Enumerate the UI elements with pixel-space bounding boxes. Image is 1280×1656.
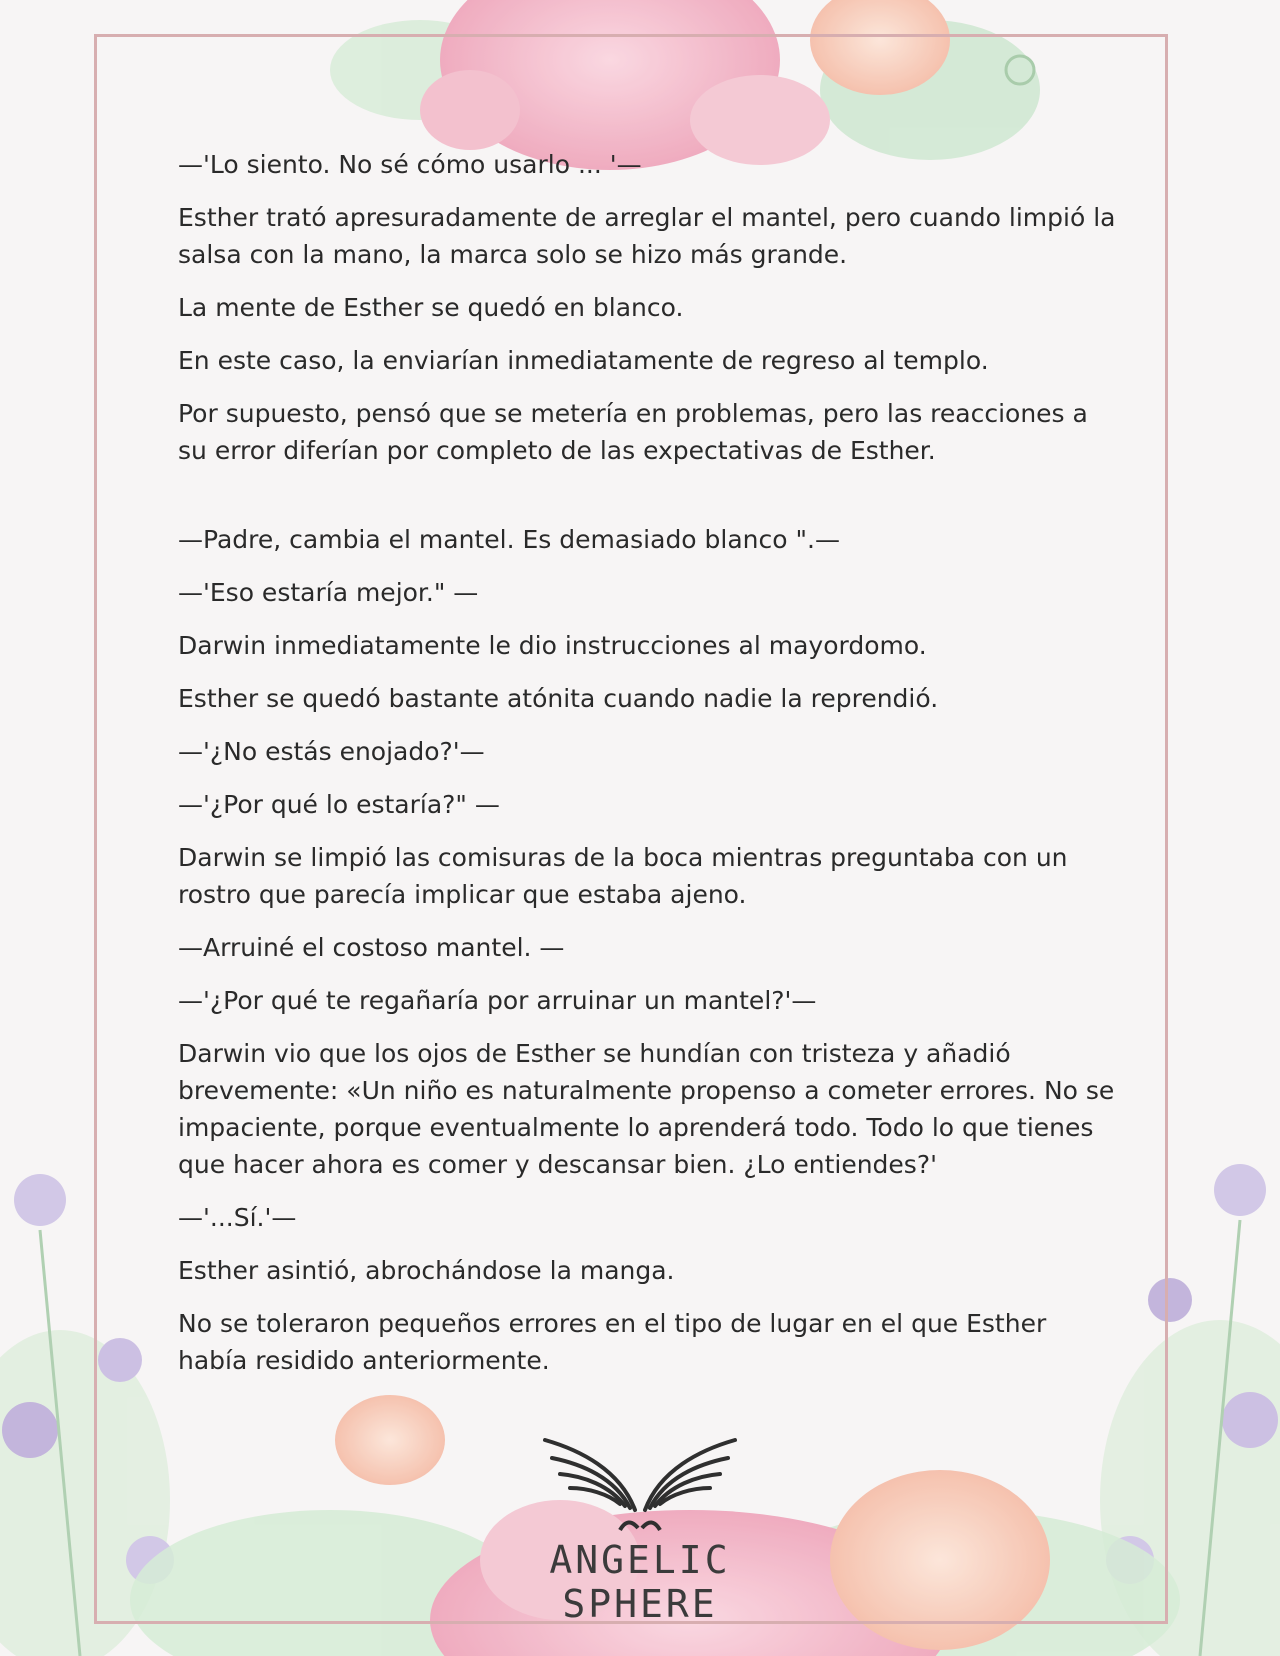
paragraph: Esther asintió, abrochándose la manga.: [178, 1256, 675, 1285]
paragraph: —Arruiné el costoso mantel. —: [178, 933, 565, 962]
paragraph: La mente de Esther se quedó en blanco.: [178, 293, 684, 322]
paragraph: Esther trató apresuradamente de arreglar el mantel, pero cuando limpió la salsa con la mano, la marca solo se hizo más grande.: [178, 203, 1116, 269]
paragraph: —'¿Por qué lo estaría?" —: [178, 790, 500, 819]
angel-wings-logo-icon: [470, 1430, 810, 1540]
paragraph: —Padre, cambia el mantel. Es demasiado blanco ".—: [178, 525, 840, 554]
logo-text: ANGELIC SPHERE: [549, 1538, 731, 1626]
paragraph: Darwin vio que los ojos de Esther se hundían con tristeza y añadió brevemente: «Un niño es naturalmente propenso a cometer errores. No se impaciente, porque eventualmente lo aprenderá todo. Todo lo que tienes que hacer ahora es comer y descansar bien. ¿Lo entiendes?': [178, 1039, 1115, 1179]
paragraph: —'¿Por qué te regañaría por arruinar un mantel?'—: [178, 986, 817, 1015]
paragraph: —'¿No estás enojado?'—: [178, 737, 485, 766]
paragraph: Por supuesto, pensó que se metería en problemas, pero las reacciones a su error diferían por completo de las expectativas de Esther.: [178, 399, 1088, 465]
paragraph: —'Lo siento. No sé cómo usarlo ... '—: [178, 150, 642, 179]
paragraph: —'Eso estaría mejor." —: [178, 578, 479, 607]
paragraph: Esther se quedó bastante atónita cuando nadie la reprendió.: [178, 684, 939, 713]
chapter-text: [178, 146, 1118, 1395]
paragraph: No se toleraron pequeños errores en el tipo de lugar en el que Esther había residido anteriormente.: [178, 1309, 1047, 1375]
paragraph: —'...Sí.'—: [178, 1203, 297, 1232]
angelic-sphere-logo: [470, 1430, 810, 1626]
paragraph: Darwin inmediatamente le dio instrucciones al mayordomo.: [178, 631, 927, 660]
paragraph: Darwin se limpió las comisuras de la boca mientras preguntaba con un rostro que parecía implicar que estaba ajeno.: [178, 843, 1068, 909]
paragraph: En este caso, la enviarían inmediatamente de regreso al templo.: [178, 346, 989, 375]
